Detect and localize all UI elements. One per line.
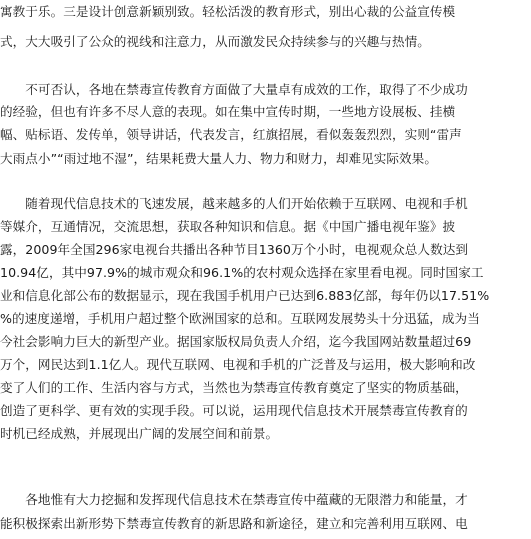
text-line: 万个，网民达到1.1亿人。现代互联网、电视和手机的广泛普及与运用，极大影响和改 bbox=[0, 357, 476, 372]
text-line: %的速度递增，手机用户超过整个欧洲国家的总和。互联网发展势头十分迅猛，成为当 bbox=[0, 311, 480, 326]
text-line: 能积极探索出新形势下禁毒宣传教育的新思路和新途径，建立和完善利用互联网、电 bbox=[0, 516, 468, 531]
text-line: 大雨点小”“雨过地不湿”，结果耗费大量人力、物力和财力，却难见实际效果。 bbox=[0, 151, 437, 166]
text-line: 时机已经成熟，并展现出广阔的发展空间和前景。 bbox=[0, 426, 279, 441]
text-line: 各地惟有大力挖掘和发挥现代信息技术在禁毒宣传中蕴藏的无限潜力和能量，才 bbox=[0, 492, 468, 507]
text-line: 创造了更科学、更有效的实现手段。可以说，运用现代信息技术开展禁毒宣传教育的 bbox=[0, 403, 468, 418]
text-line: 随着现代信息技术的飞速发展，越来越多的人们开始依赖于互联网、电视和手机 bbox=[0, 196, 468, 211]
text-line: 寓教于乐。三是设计创意新颖别致。轻松活泼的教育形式，别出心裁的公益宣传模 bbox=[0, 4, 456, 19]
text-line: 幅、贴标语、发传单，领导讲话，代表发言，红旗招展，看似轰轰烈烈，实则“雷声 bbox=[0, 127, 462, 142]
text-line: 等媒介，互通情况，交流思想，获取各种知识和信息。据《中国广播电视年鉴》披 bbox=[0, 219, 456, 234]
text-line: 式，大大吸引了公众的视线和注意力，从而激发民众持续参与的兴趣与热情。 bbox=[0, 34, 430, 49]
text-line: 的经验，但也有许多不尽人意的表现。如在集中宣传时期，一些地方设展板、挂横 bbox=[0, 104, 456, 119]
text-line: 今社会影响力巨大的新型产业。据国家版权局负责人介绍，迄今我国网站数量超过69 bbox=[0, 334, 472, 349]
text-line: 变了人们的工作、生活内容与方式，当然也为禁毒宣传教育奠定了坚实的物质基础， bbox=[0, 380, 468, 395]
text-line: 露，2009年全国296家电视台共播出各种节目1360万个小时，电视观众总人数达到 bbox=[0, 242, 468, 257]
text-line: 业和信息化部公布的数据显示，现在我国手机用户已达到6.883亿部，每年仍以17.51% bbox=[0, 288, 490, 303]
text-line: 10.94亿，其中97.9%的城市观众和96.1%的农村观众选择在家里看电视。同时国家工 bbox=[0, 265, 484, 280]
text-line: 不可否认，各地在禁毒宣传教育方面做了大量卓有成效的工作，取得了不少成功 bbox=[0, 82, 468, 97]
